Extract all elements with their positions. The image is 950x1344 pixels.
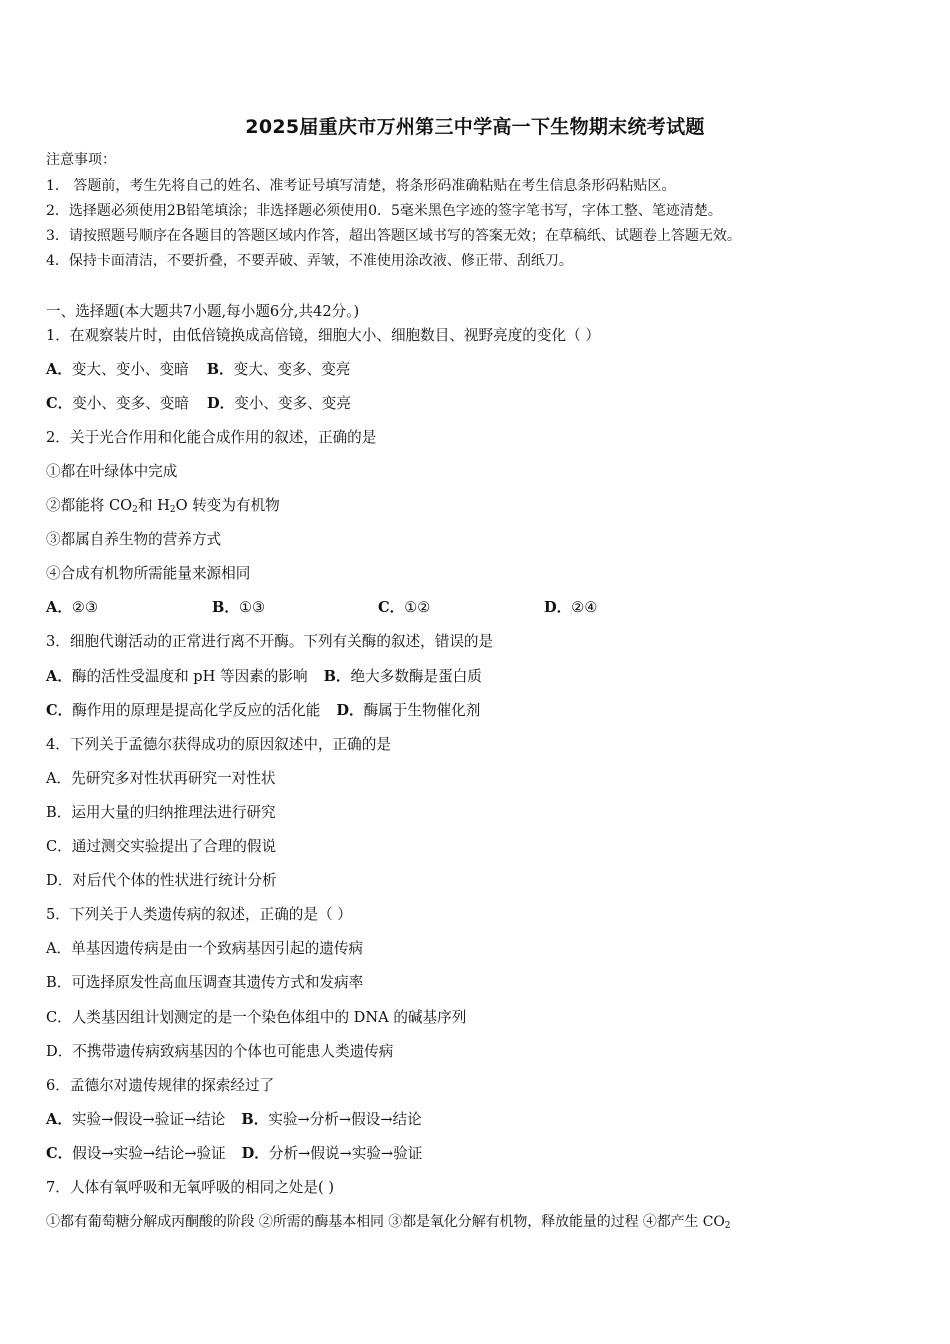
option-label: B． [206, 361, 234, 378]
question-number: 5． [46, 906, 70, 923]
question-7-statements [46, 1212, 730, 1232]
option-c: ①② [404, 599, 431, 616]
notice-item: 2．选择题必须使用2B铅笔填涂；非选择题必须使用0．5毫米黑色字迹的签字笔书写，字体工整、笔迹清楚。 [46, 203, 722, 219]
question-stem: 下列关于孟德尔获得成功的原因叙述中，正确的是 [69, 736, 391, 753]
option-c: C．人类基因组计划测定的是一个染色体组中的 DNA 的碱基序列 [46, 1009, 467, 1026]
option-d: D．对后代个体的性状进行统计分析 [46, 872, 277, 889]
notice-heading: 注意事项： [46, 152, 116, 168]
question-1-options-ab [46, 360, 350, 380]
subscript: 2 [132, 505, 138, 515]
option-b: B．可选择原发性高血压调查其遗传方式和发病率 [46, 974, 364, 991]
question-stem: 关于光合作用和化能合成作用的叙述，正确的是 [69, 429, 377, 446]
option-label: B． [241, 1111, 269, 1128]
question-stem: 人体有氧呼吸和无氧呼吸的相同之处是( ) [69, 1179, 335, 1196]
page-title: 2025届重庆市万州第三中学高一下生物期末统考试题 [245, 116, 705, 138]
question-stem: 下列关于人类遗传病的叙述，正确的是（ ） [69, 906, 352, 923]
option-b: 变大、变多、变亮 [233, 361, 351, 378]
question-1 [46, 326, 600, 346]
option-label: D． [544, 599, 572, 616]
option-b: 绝大多数酶是蛋白质 [350, 668, 482, 685]
option-label: A． [46, 668, 72, 685]
option-a: ②③ [71, 599, 99, 616]
option-d: ②④ [571, 599, 598, 616]
option-label: D． [206, 395, 235, 412]
option-d: 分析→假说→实验→验证 [268, 1145, 423, 1162]
notice-item: 3．请按照题号顺序在各题目的答题区域内作答，超出答题区域书写的答案无效；在草稿纸、试题卷上答题无效。 [46, 228, 741, 244]
statement-text: 和 H [137, 497, 170, 514]
option-label: C． [378, 599, 405, 616]
question-stem: 在观察装片时，由低倍镜换成高倍镜，细胞大小、细胞数目、视野亮度的变化（ ） [69, 327, 600, 344]
option-b: ①③ [238, 599, 266, 616]
option-a: 实验→假设→验证→结论 [71, 1111, 226, 1128]
option-b: 实验→分析→假设→结论 [268, 1111, 422, 1128]
question-2-options [46, 598, 710, 618]
section-heading: 一、选择题(本大题共7小题,每小题6分,共42分。) [46, 303, 360, 320]
option-label: A． [46, 599, 72, 616]
statement-1: ①都在叶绿体中完成 [46, 463, 178, 480]
question-6 [46, 1076, 274, 1096]
question-2 [46, 428, 376, 448]
question-stem: 孟德尔对遗传规律的探索经过了 [69, 1077, 275, 1094]
option-d: D．不携带遗传病致病基因的个体也可能患人类遗传病 [46, 1043, 394, 1060]
option-label: B． [212, 599, 239, 616]
statements-text: ①都有葡萄糖分解成丙酮酸的阶段 ②所需的酶基本相同 ③都是氧化分解有机物，释放能量的过程 ④都产生 CO [46, 1214, 725, 1230]
option-c: 变小、变多、变暗 [72, 395, 189, 412]
question-5 [46, 905, 352, 925]
question-1-options-cd [46, 394, 351, 414]
question-3-options-cd [46, 701, 480, 721]
subscript: 2 [724, 1221, 731, 1231]
option-c: 假设→实验→结论→验证 [72, 1145, 226, 1162]
question-7 [46, 1178, 334, 1198]
option-label: A． [46, 1111, 72, 1128]
notice-item: 1． 答题前，考生先将自己的姓名、准考证号填写清楚，将条形码准确粘贴在考生信息条形码粘贴区。 [46, 178, 676, 194]
question-6-options-cd [46, 1144, 422, 1164]
question-stem: 细胞代谢活动的正常进行离不开酶。下列有关酶的叙述，错误的是 [69, 633, 494, 650]
question-number: 1． [46, 327, 70, 344]
statement-3: ③都属自养生物的营养方式 [46, 531, 222, 548]
notice-item: 4．保持卡面清洁，不要折叠，不要弄破、弄皱，不准使用涂改液、修正带、刮纸刀。 [46, 253, 573, 269]
question-number: 7． [46, 1179, 70, 1196]
statement-text: O 转变为有机物 [175, 497, 280, 514]
question-number: 4． [46, 736, 70, 753]
question-number: 2． [46, 429, 70, 446]
option-c: 酶作用的原理是提高化学反应的活化能 [72, 702, 321, 719]
option-d: 变小、变多、变亮 [234, 395, 351, 412]
option-label: C． [46, 702, 73, 719]
option-label: B． [323, 668, 351, 685]
question-number: 3． [46, 633, 70, 650]
subscript: 2 [169, 505, 176, 515]
option-a: 酶的活性受温度和 pH 等因素的影响 [71, 668, 308, 685]
option-a: 变大、变小、变暗 [71, 361, 189, 378]
option-label: D． [241, 1145, 269, 1162]
option-c: C．通过测交实验提出了合理的假说 [46, 838, 277, 855]
option-a: A．先研究多对性状再研究一对性状 [46, 770, 276, 787]
question-3 [46, 632, 493, 652]
statement-2 [46, 496, 280, 516]
statement-text: ②都能将 CO [46, 497, 133, 514]
option-b: B．运用大量的归纳推理法进行研究 [46, 804, 276, 821]
option-label: D． [336, 702, 364, 719]
question-number: 6． [46, 1077, 70, 1094]
question-4 [46, 735, 391, 755]
option-label: A． [46, 361, 72, 378]
option-label: C． [46, 395, 73, 412]
question-3-options-ab [46, 667, 482, 687]
question-6-options-ab [46, 1110, 422, 1130]
option-d: 酶属于生物催化剂 [363, 702, 481, 719]
statement-4: ④合成有机物所需能量来源相同 [46, 565, 251, 582]
option-label: C． [46, 1145, 73, 1162]
option-a: A．单基因遗传病是由一个致病基因引起的遗传病 [46, 940, 364, 957]
